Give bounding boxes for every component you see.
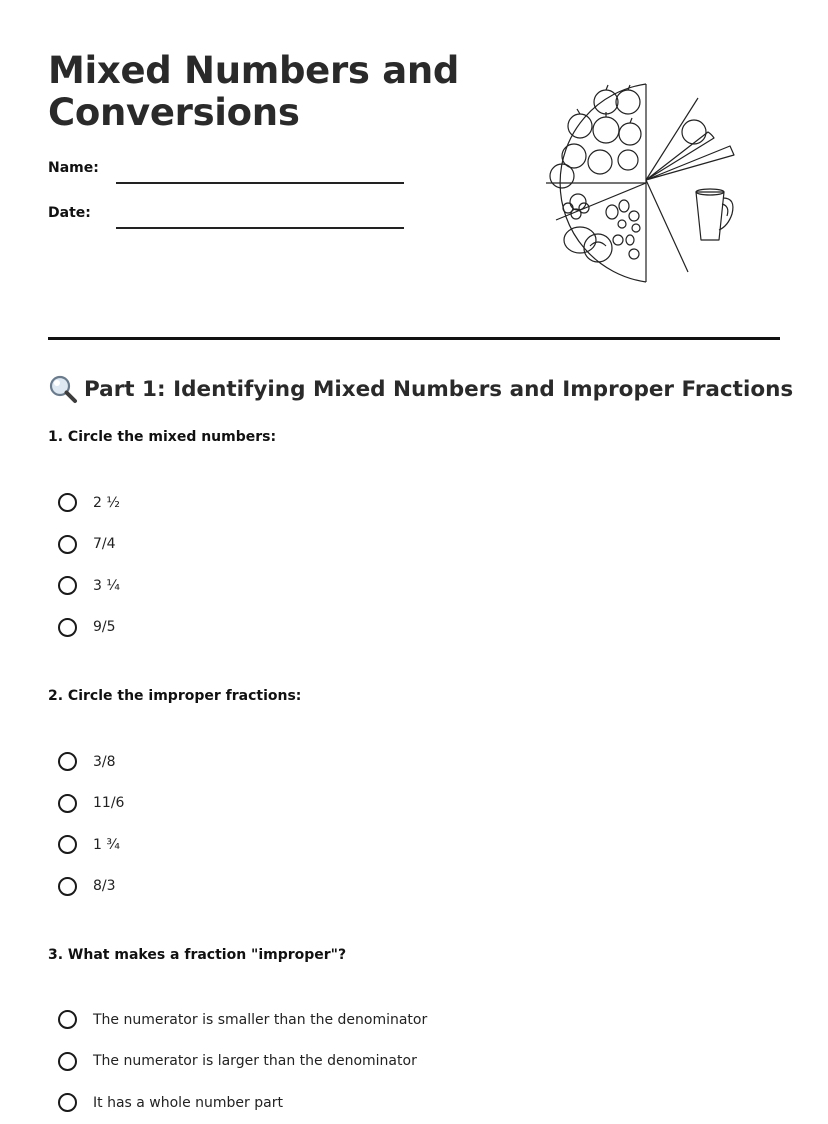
q1-option-3[interactable]	[58, 565, 120, 607]
q1-option-4[interactable]	[58, 607, 120, 649]
radio-button[interactable]	[58, 877, 77, 896]
q2-option-2[interactable]	[58, 783, 124, 825]
part1-heading	[48, 374, 793, 404]
question-1-options	[58, 482, 120, 648]
food-pie-chart-illustration	[538, 80, 753, 285]
q1-option-2[interactable]	[58, 524, 120, 566]
option-label: 8/3	[93, 878, 116, 895]
radio-button[interactable]	[58, 794, 77, 813]
q2-option-4[interactable]	[58, 866, 124, 908]
option-label: 9/5	[93, 619, 116, 636]
section-divider	[48, 337, 780, 340]
q3-option-3[interactable]	[58, 1082, 427, 1124]
radio-button[interactable]	[58, 752, 77, 771]
option-label: 3 ¼	[93, 577, 120, 594]
option-label: It has a whole number part	[93, 1094, 283, 1111]
q1-option-1[interactable]	[58, 482, 120, 524]
option-label: 11/6	[93, 795, 125, 812]
q3-option-2[interactable]	[58, 1041, 427, 1083]
date-field[interactable]	[48, 205, 408, 235]
question-1-prompt: 1. Circle the mixed numbers:	[48, 429, 277, 445]
name-field[interactable]	[48, 160, 408, 190]
option-label: 3/8	[93, 753, 116, 770]
radio-button[interactable]	[58, 1052, 77, 1071]
part1-heading-text: Part 1: Identifying Mixed Numbers and Improper Fractions	[84, 376, 794, 402]
question-3-prompt: 3. What makes a fraction "improper"?	[48, 947, 347, 963]
title-line-1: Mixed Numbers and	[48, 49, 460, 92]
date-label: Date:	[48, 205, 91, 221]
magnifying-glass-icon	[48, 374, 78, 404]
radio-button[interactable]	[58, 835, 77, 854]
radio-button[interactable]	[58, 618, 77, 637]
title-line-2: Conversions	[48, 91, 300, 134]
radio-button[interactable]	[58, 493, 77, 512]
q2-option-3[interactable]	[58, 824, 124, 866]
name-line[interactable]	[116, 182, 404, 184]
option-label: 2 ½	[93, 494, 120, 511]
question-2-prompt: 2. Circle the improper fractions:	[48, 688, 302, 704]
option-label: 1 ¾	[93, 836, 120, 853]
worksheet-title	[48, 50, 459, 134]
name-label: Name:	[48, 160, 99, 176]
q3-option-1[interactable]	[58, 999, 427, 1041]
option-label: The numerator is smaller than the denominator	[93, 1011, 428, 1028]
option-label: The numerator is larger than the denominator	[93, 1053, 417, 1070]
radio-button[interactable]	[58, 1093, 77, 1112]
option-label: 7/4	[93, 536, 116, 553]
question-2-options	[58, 741, 124, 907]
date-line[interactable]	[116, 227, 404, 229]
question-3-options	[58, 999, 427, 1124]
q2-option-1[interactable]	[58, 741, 124, 783]
radio-button[interactable]	[58, 1010, 77, 1029]
radio-button[interactable]	[58, 535, 77, 554]
radio-button[interactable]	[58, 576, 77, 595]
